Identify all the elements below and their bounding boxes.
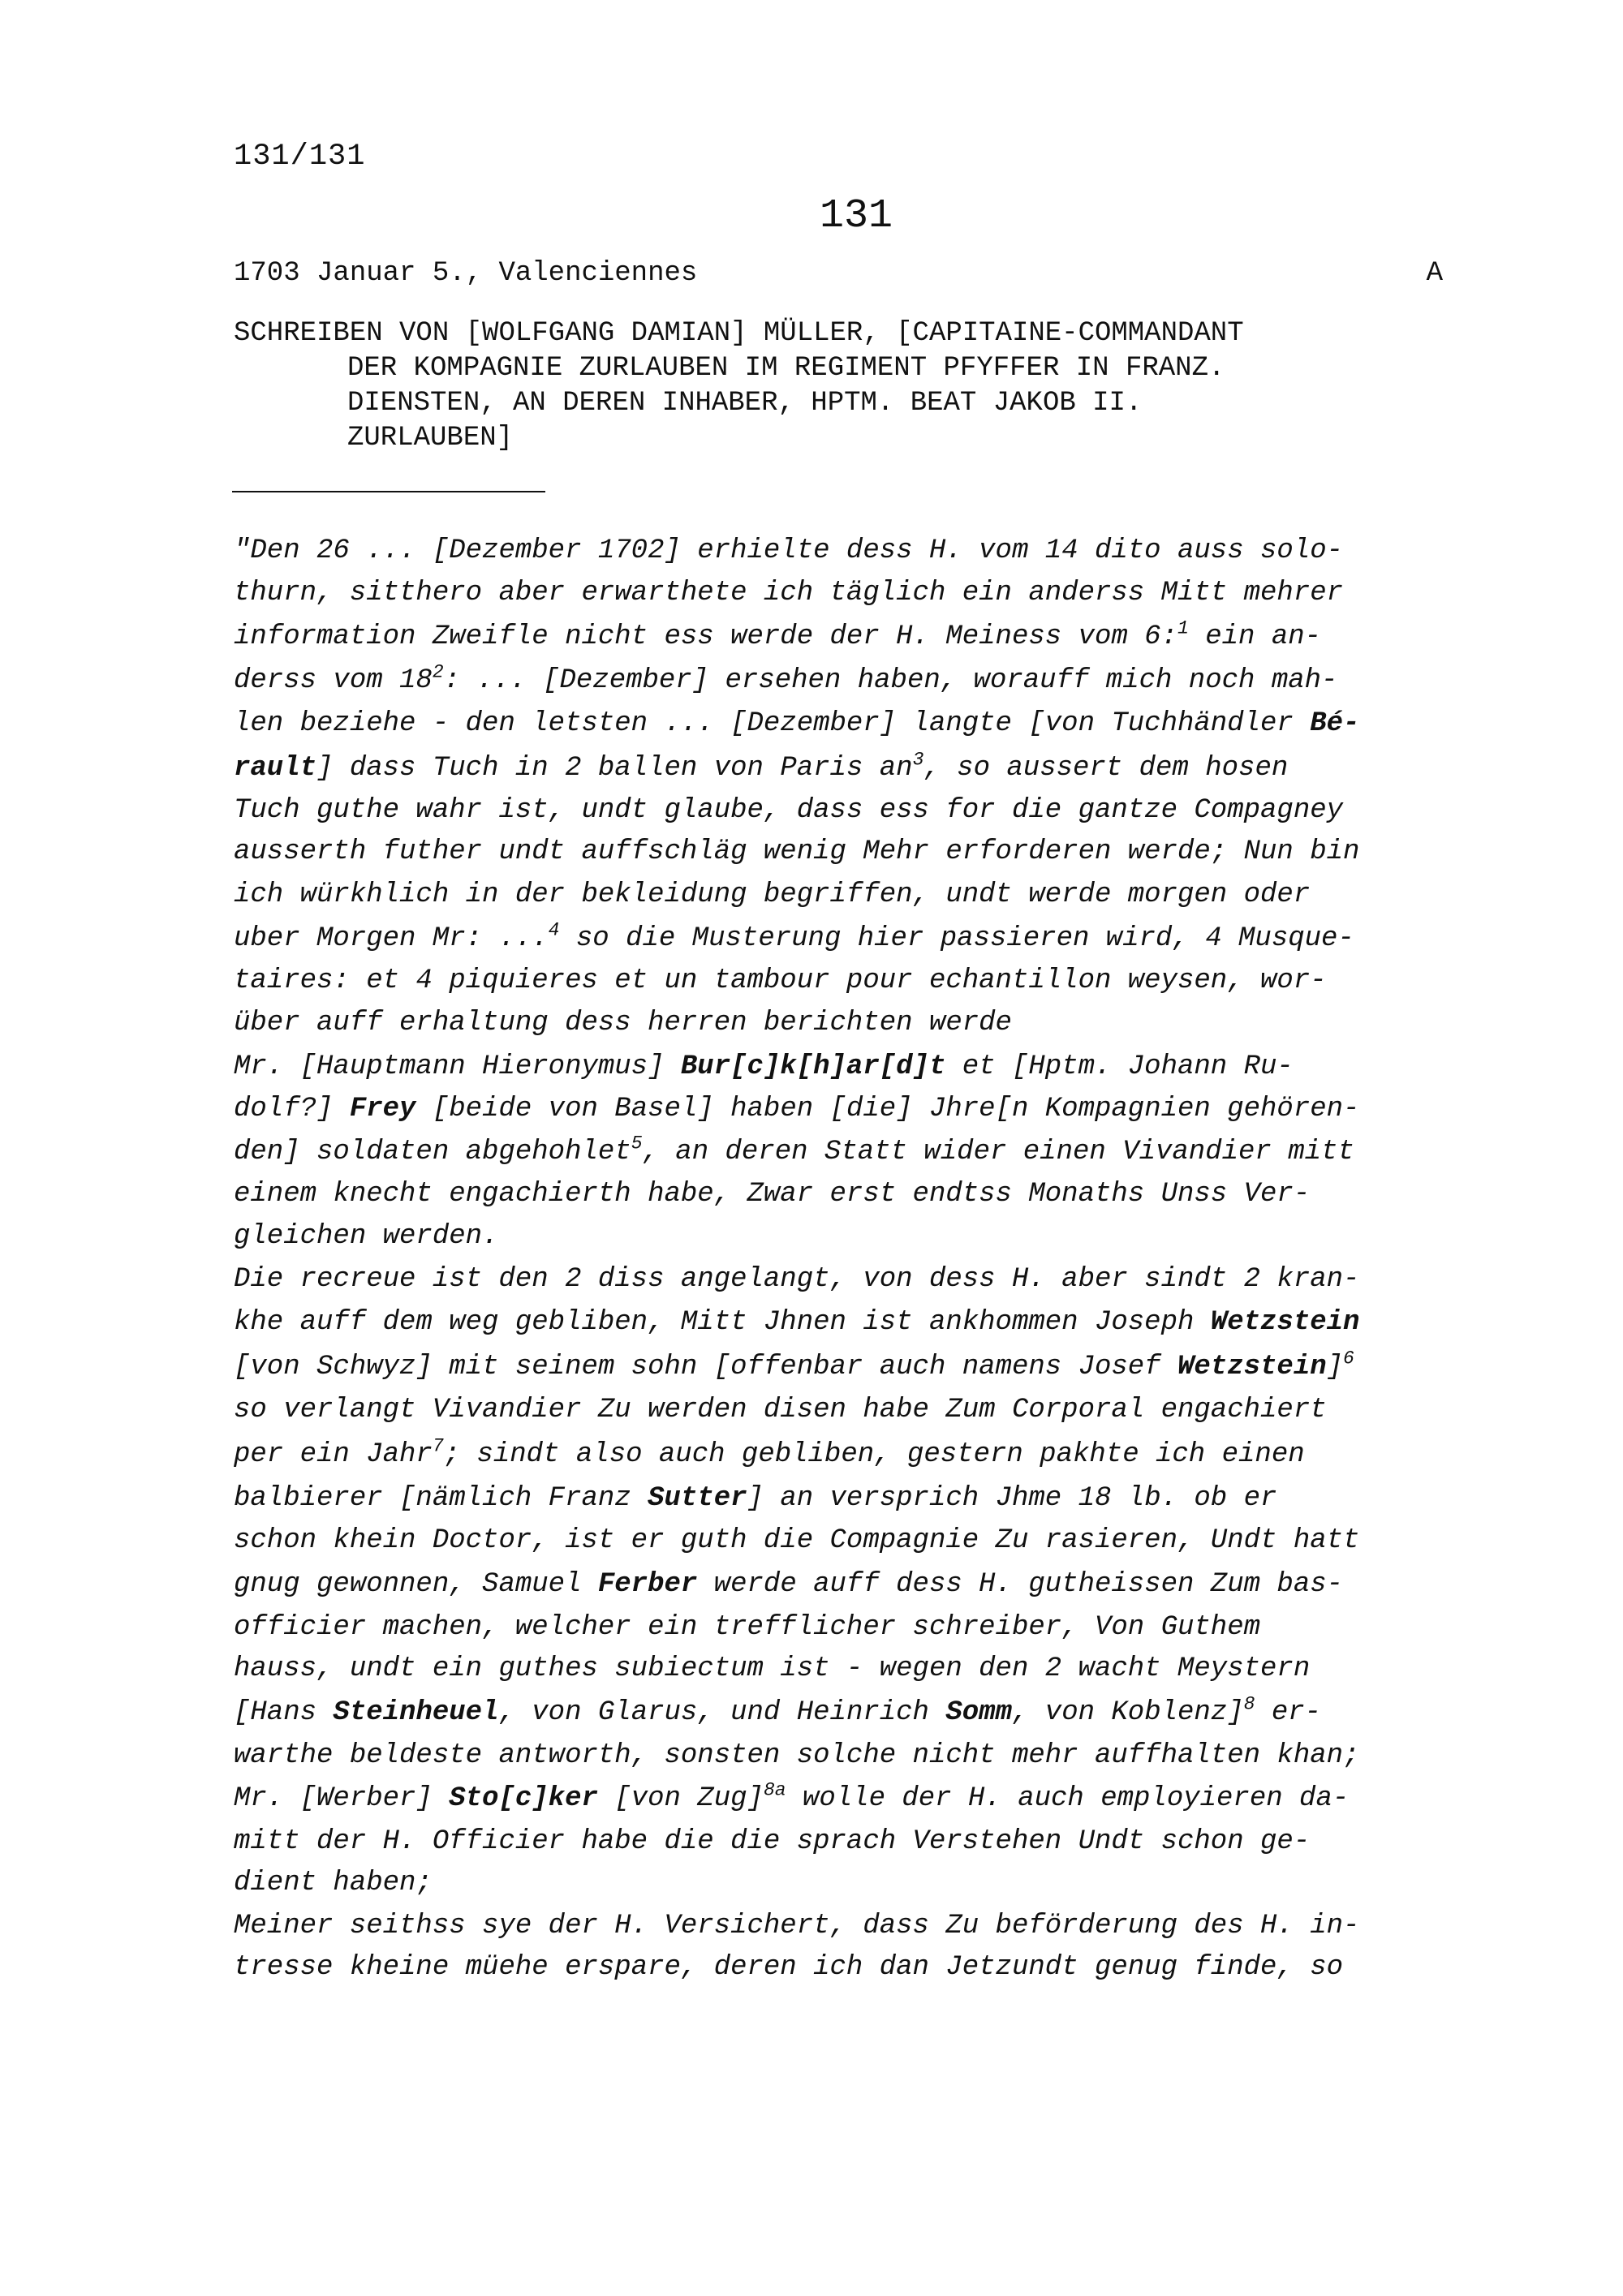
document-marker: A	[1426, 258, 1443, 289]
date-place: 1703 Januar 5., Valenciennes	[234, 258, 698, 289]
dateline	[234, 258, 1443, 289]
letter-line	[234, 1264, 1359, 1295]
text-run: dolf?]	[234, 1094, 350, 1124]
document-reference: 131/131	[234, 140, 366, 174]
person-name: rault	[234, 753, 317, 784]
text-run: ich würkhlich in der bekleidung begriffen, undt werde morgen oder	[234, 879, 1311, 910]
text-run: schon khein Doctor, ist er guth die Compagnie Zu rasieren, Undt hatt	[234, 1525, 1360, 1556]
text-run: ] an versprich Jhme 18 lb. ob er	[747, 1483, 1277, 1514]
text-run: ; sindt also auch gebliben, gestern pakhte ich einen	[443, 1439, 1305, 1470]
text-run: er-	[1255, 1697, 1322, 1728]
text-run: Tuch guthe wahr ist, undt glaube, dass ess for die gantze Compagney	[234, 795, 1344, 826]
separator-rule	[232, 491, 545, 492]
text-run: , so aussert dem hosen	[923, 753, 1289, 784]
letter-line	[234, 1395, 1327, 1425]
document-number: 131	[820, 193, 893, 239]
text-run: ein an-	[1188, 621, 1322, 652]
heading-line: DIENSTEN, AN DEREN INHABER, HPTM. BEAT JAKOB II.	[347, 388, 1143, 419]
letter-line	[234, 836, 1359, 867]
letter-line	[234, 1525, 1359, 1556]
text-run: hauss, undt ein guthes subiectum ist - wegen den 2 wacht Meystern	[234, 1653, 1311, 1684]
footnote-ref: 4	[548, 919, 560, 941]
letter-line	[234, 1740, 1359, 1771]
footnote-ref: 7	[432, 1435, 444, 1457]
person-name: Sutter	[648, 1483, 747, 1514]
text-run: [von Zug]	[597, 1783, 764, 1814]
footnote-ref: 3	[912, 749, 924, 771]
text-run: : ... [Dezember] ersehen haben, worauff mich noch mah-	[443, 665, 1338, 696]
letter-line	[234, 1952, 1343, 1983]
text-run: officier machen, welcher ein trefflicher schreiber, Von Guthem	[234, 1612, 1261, 1643]
text-run: , von Glarus, und Heinrich	[498, 1697, 946, 1728]
person-name: Bur[c]k[h]ar[d]t	[680, 1051, 946, 1082]
text-run: werde auff dess H. gutheissen Zum bas-	[697, 1569, 1344, 1600]
text-run: warthe beldeste antworth, sonsten solche nicht mehr auffhalten khan;	[234, 1740, 1360, 1771]
text-run: khe auff dem weg gebliben, Mitt Jhnen ist ankhommen Joseph	[234, 1307, 1211, 1338]
letter-line	[234, 749, 1289, 784]
letter-line	[234, 1133, 1354, 1167]
letter-line	[234, 1779, 1350, 1814]
text-run: et [Hptm. Johann Ru-	[945, 1051, 1294, 1082]
text-run: einem knecht engachierth habe, Zwar erst endtss Monaths Unss Ver-	[234, 1179, 1311, 1210]
heading-line: ZURLAUBEN]	[347, 423, 514, 454]
text-run: gleichen werden.	[234, 1221, 499, 1252]
letter-line	[234, 1826, 1310, 1857]
letter-line	[234, 1094, 1359, 1124]
footnote-ref: 1	[1177, 617, 1189, 639]
text-run: , von Koblenz]	[1011, 1697, 1244, 1728]
letter-line	[234, 795, 1343, 826]
footnote-ref: 8	[1243, 1693, 1255, 1715]
text-run: über auff erhaltung dess herren berichten werde	[234, 1008, 1012, 1038]
letter-line	[234, 1221, 498, 1252]
text-run: per ein Jahr	[234, 1439, 433, 1470]
text-run: derss vom 18	[234, 665, 433, 696]
text-run: gnug gewonnen, Samuel	[234, 1569, 598, 1600]
letter-line	[234, 1051, 1294, 1082]
person-name: Steinheuel	[333, 1697, 499, 1728]
document-heading	[234, 316, 1451, 456]
person-name: Bé-	[1310, 708, 1360, 739]
person-name: Wetzstein	[1210, 1307, 1360, 1338]
text-run: [von Schwyz] mit seinem sohn [offenbar auch namens Josef	[234, 1352, 1177, 1382]
letter-line	[234, 1612, 1260, 1643]
text-run: len beziehe - den letsten ... [Dezember] langte [von Tuchhändler	[234, 708, 1311, 739]
footnote-ref: 5	[631, 1133, 643, 1154]
letter-line	[234, 1653, 1310, 1684]
text-run: tresse kheine müehe erspare, deren ich dan Jetzundt genug finde, so	[234, 1952, 1344, 1983]
letter-line	[234, 1307, 1359, 1338]
text-run: Meiner seithss sye der H. Versichert, dass Zu beförderung des H. in-	[234, 1911, 1360, 1941]
letter-line	[234, 535, 1343, 566]
letter-line	[234, 1008, 1012, 1038]
heading-line: SCHREIBEN VON [WOLFGANG DAMIAN] MÜLLER, [CAPITAINE-COMMANDANT	[234, 318, 1244, 349]
letter-line	[234, 1868, 433, 1898]
person-name: Frey	[349, 1094, 416, 1124]
letter-line	[234, 617, 1322, 652]
text-run: Mr. [Werber]	[234, 1783, 450, 1814]
text-run: uber Morgen Mr: ...	[234, 923, 549, 954]
letter-line	[234, 1693, 1322, 1728]
text-run: den] soldaten abgehohlet	[234, 1137, 631, 1167]
text-run: ausserth futher undt auffschläg wenig Mehr erforderen werde; Nun bin	[234, 836, 1360, 867]
letter-line	[234, 578, 1343, 608]
text-run: taires: et 4 piquieres et un tambour pour echantillon weysen, wor-	[234, 965, 1327, 996]
footnote-ref: 2	[432, 661, 444, 683]
text-run: balbierer [nämlich Franz	[234, 1483, 648, 1514]
text-run: ]	[1326, 1352, 1344, 1382]
letter-line	[234, 1911, 1359, 1941]
text-run: mitt der H. Officier habe die die sprach Verstehen Undt schon ge-	[234, 1826, 1311, 1857]
text-run: wolle der H. auch employieren da-	[786, 1783, 1350, 1814]
letter-line	[234, 1179, 1310, 1210]
text-run: , an deren Statt wider einen Vivandier mitt	[642, 1137, 1354, 1167]
text-run: Die recreue ist den 2 diss angelangt, von dess H. aber sindt 2 kran-	[234, 1264, 1360, 1295]
letter-line	[234, 879, 1310, 910]
letter-line	[234, 661, 1338, 696]
text-run: [beide von Basel] haben [die] Jhre[n Kompagnien gehören-	[415, 1094, 1360, 1124]
text-run: so die Musterung hier passieren wird, 4 Musque-	[559, 923, 1354, 954]
text-run: dient haben;	[234, 1868, 433, 1898]
letter-line	[234, 1435, 1305, 1470]
letter-line	[234, 1348, 1354, 1382]
footnote-ref: 8a	[763, 1779, 786, 1801]
letter-line	[234, 1483, 1276, 1514]
footnote-ref: 6	[1343, 1348, 1354, 1369]
person-name: Sto[c]ker	[449, 1783, 598, 1814]
person-name: Ferber	[597, 1569, 698, 1600]
text-run: Mr. [Hauptmann Hieronymus]	[234, 1051, 681, 1082]
text-run: information Zweifle nicht ess werde der H. Meiness vom 6:	[234, 621, 1177, 652]
text-run: ] dass Tuch in 2 ballen von Paris an	[316, 753, 913, 784]
letter-line	[234, 708, 1359, 739]
text-run: thurn, sitthero aber erwarthete ich täglich ein anderss Mitt mehrer	[234, 578, 1344, 608]
person-name: Somm	[945, 1697, 1012, 1728]
text-run: [Hans	[234, 1697, 334, 1728]
person-name: Wetzstein	[1177, 1352, 1327, 1382]
letter-line	[234, 1569, 1343, 1600]
text-run: so verlangt Vivandier Zu werden disen habe Zum Corporal engachiert	[234, 1395, 1327, 1425]
text-run: "Den 26 ... [Dezember 1702] erhielte dess H. vom 14 dito auss solo-	[234, 535, 1344, 566]
letter-line	[234, 919, 1354, 954]
letter-line	[234, 965, 1327, 996]
heading-line: DER KOMPAGNIE ZURLAUBEN IM REGIMENT PFYFFER IN FRANZ.	[347, 353, 1225, 384]
